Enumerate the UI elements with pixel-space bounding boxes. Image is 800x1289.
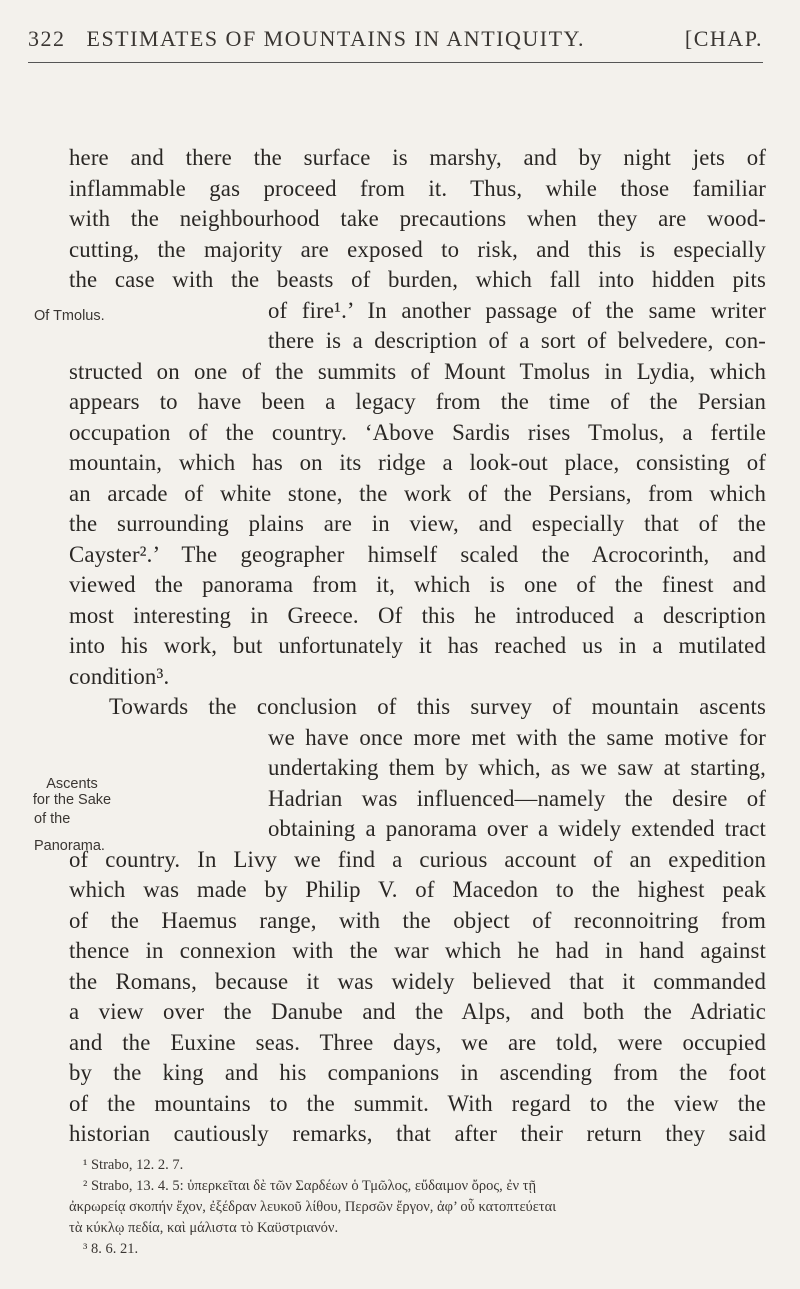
header-rule: [28, 62, 763, 63]
footnote-3: ³ 8. 6. 21.: [83, 1241, 139, 1257]
text-line: by the king and his companions in ascending from the foot: [69, 1060, 766, 1085]
sidenote-line: Ascents: [46, 776, 98, 792]
text-line: viewed the panorama from it, which is one of the finest and: [69, 572, 766, 597]
text-line: we have once more met with the same motive for: [268, 724, 766, 750]
paragraph-2-indented: [268, 723, 766, 845]
paragraph-1-part-2: [69, 357, 766, 693]
paragraph-2-first-line: [109, 692, 766, 723]
text-line: mountain, which has on its ridge a look-out place, consisting of: [69, 450, 766, 475]
text-line: historian cautiously remarks, that after their return they said: [69, 1121, 766, 1146]
footnote-2: ² Strabo, 13. 4. 5: ὑπερκεῖται δὲ τῶν Σαρδέων ὁ Τμῶλος, εὔδαιμον ὄρος, ἐν τῇ: [83, 1178, 537, 1194]
text-line: of country. In Livy we find a curious account of an expedition: [69, 846, 766, 872]
sidenote-line: for the Sake: [32, 792, 112, 808]
text-line: inflammable gas proceed from it. Thus, while those familiar: [69, 175, 766, 201]
text-line: Cayster².’ The geographer himself scaled the Acrocorinth, and: [69, 541, 766, 567]
text-line: which was made by Philip V. of Macedon to the highest peak: [69, 877, 766, 902]
text-line: condition³.: [69, 663, 170, 689]
text-line: the case with the beasts of burden, which fall into hidden pits: [69, 267, 766, 292]
paragraph-1-part-1: [69, 143, 766, 296]
text-line: the surrounding plains are in view, and especially that of the: [69, 511, 766, 536]
text-line: undertaking them by which, as we saw at starting,: [268, 755, 766, 780]
text-line: structed on one of the summits of Mount Tmolus in Lydia, which: [69, 358, 766, 384]
text-line: cutting, the majority are exposed to risk, and this is especially: [69, 236, 766, 262]
paragraph-1-indented: [268, 296, 766, 357]
text-line: of fire¹.’ In another passage of the same writer: [268, 297, 766, 323]
text-line: here and there the surface is marshy, and by night jets of: [69, 145, 766, 170]
text-line: most interesting in Greece. Of this he introduced a description: [69, 602, 766, 628]
text-line: obtaining a panorama over a widely extended tract: [268, 816, 766, 841]
text-line: Towards the conclusion of this survey of mountain ascents: [109, 694, 766, 719]
text-line: of the mountains to the summit. With regard to the view the: [69, 1090, 766, 1116]
paragraph-2-part-2: [69, 845, 766, 1150]
text-line: a view over the Danube and the Alps, and both the Adriatic: [69, 999, 766, 1024]
page-number: 322: [28, 26, 66, 51]
sidenote-ascents-panorama: [28, 776, 116, 808]
text-line: the Romans, because it was widely believed that it commanded: [69, 968, 766, 994]
text-line: of the Haemus range, with the object of reconnoitring from: [69, 907, 766, 933]
sidenote-line: of the: [34, 811, 71, 827]
sidenote-line: Panorama.: [34, 838, 105, 854]
text-line: into his work, but unfortunately it has reached us in a mutilated: [69, 633, 766, 658]
footnotes: [69, 1155, 766, 1260]
footnote-2-cont: τὰ κύκλῳ πεδία, καὶ μάλιστα τὸ Καϋστριανόν.: [69, 1220, 339, 1236]
text-line: and the Euxine seas. Three days, we are told, were occupied: [69, 1029, 766, 1055]
text-line: there is a description of a sort of belvedere, con-: [268, 328, 766, 353]
sidenote-of-tmolus: Of Tmolus.: [34, 308, 105, 324]
text-line: an arcade of white stone, the work of the Persians, from which: [69, 480, 766, 506]
running-head: [28, 26, 763, 56]
text-line: appears to have been a legacy from the time of the Persian: [69, 389, 766, 414]
text-line: occupation of the country. ‘Above Sardis rises Tmolus, a fertile: [69, 419, 766, 445]
chapter-marker: [CHAP.: [684, 26, 763, 51]
footnote-1: ¹ Strabo, 12. 2. 7.: [83, 1157, 184, 1173]
text-line: with the neighbourhood take precautions when they are wood-: [69, 206, 766, 231]
text-line: thence in connexion with the war which he had in hand against: [69, 938, 766, 963]
running-title: ESTIMATES OF MOUNTAINS IN ANTIQUITY.: [86, 26, 586, 51]
text-line: Hadrian was influenced—namely the desire of: [268, 785, 766, 811]
footnote-2-cont: ἀκρωρείᾳ σκοπήν ἔχον, ἐξέδραν λευκοῦ λίθου, Περσῶν ἔργον, ἀφ’ οὗ κατοπτεύεται: [69, 1199, 557, 1215]
